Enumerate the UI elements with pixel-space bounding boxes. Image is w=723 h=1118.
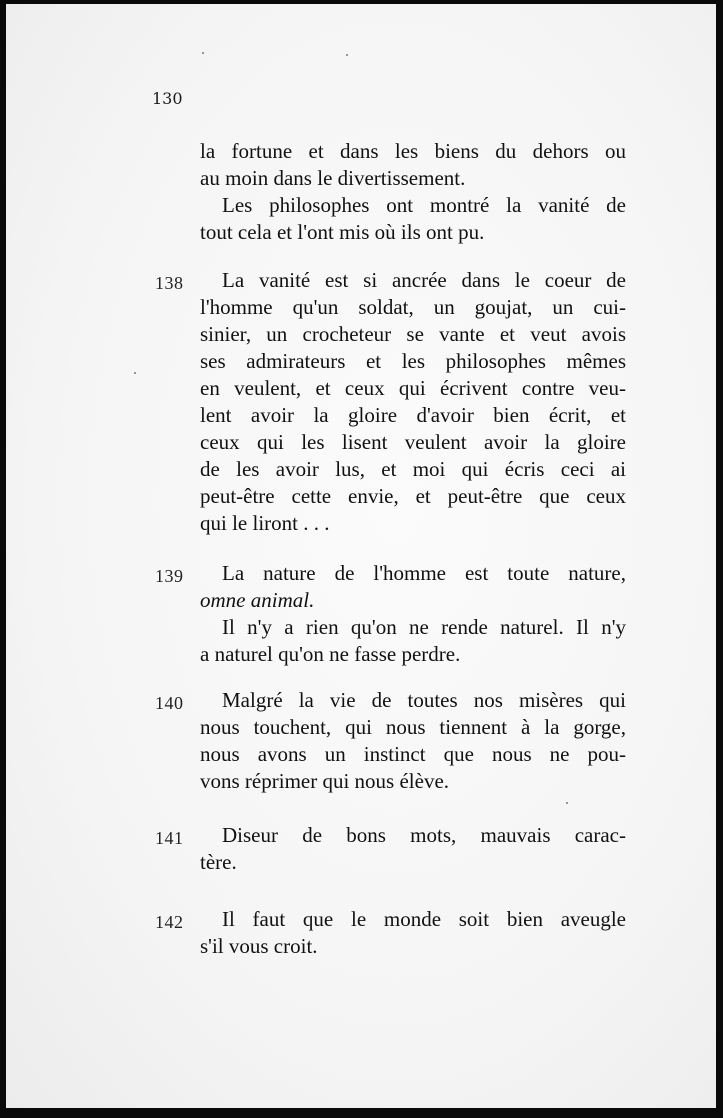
text-line: Malgré la vie de toutes nos misères qui (222, 688, 626, 712)
fragment-number: 142 (155, 912, 184, 932)
paper-speck (566, 802, 568, 804)
page-number: 130 (152, 89, 183, 108)
text-line: sinier, un crocheteur se vante et veut avois (200, 322, 626, 346)
fragment-142-text (200, 906, 626, 960)
paper-speck (346, 54, 348, 56)
text-line: La vanité est si ancrée dans le coeur de (222, 268, 626, 292)
paper-speck (134, 372, 136, 374)
text-line: Les philosophes ont montré la vanité de (222, 193, 626, 217)
text-line: tère. (200, 850, 237, 874)
fragment-141-text (200, 822, 626, 876)
fragment-138-text (200, 267, 626, 537)
paper-speck (202, 52, 204, 54)
text-line: la fortune et dans les biens du dehors ou (200, 139, 626, 163)
text-line: au moin dans le divertissement. (200, 166, 466, 190)
fragment-number: 140 (155, 693, 184, 713)
fragment-number: 138 (155, 273, 184, 293)
fragment-139-text (200, 560, 626, 668)
fragment-140-text (200, 687, 626, 795)
text-line: s'il vous croit. (200, 934, 318, 958)
text-line: ses admirateurs et les philosophes mêmes (200, 349, 626, 373)
text-line: omne animal. (200, 588, 315, 612)
text-line: de les avoir lus, et moi qui écris ceci ai (200, 457, 626, 481)
text-line: nous touchent, qui nous tiennent à la gorge, (200, 715, 626, 739)
fragment-number: 139 (155, 566, 184, 586)
text-line: nous avons un instinct que nous ne pou- (200, 742, 626, 766)
text-line: a naturel qu'on ne fasse perdre. (200, 642, 461, 666)
intro-paragraph (200, 138, 626, 246)
text-line: l'homme qu'un soldat, un goujat, un cui- (200, 295, 626, 319)
text-line: peut-être cette envie, et peut-être que ceux (200, 484, 626, 508)
text-line: lent avoir la gloire d'avoir bien écrit, et (200, 403, 626, 427)
fragment-number: 141 (155, 828, 184, 848)
text-line: qui le liront . . . (200, 511, 330, 535)
text-line: en veulent, et ceux qui écrivent contre veu- (200, 376, 626, 400)
text-line: ceux qui les lisent veulent avoir la gloire (200, 430, 626, 454)
text-line: Il faut que le monde soit bien aveugle (222, 907, 626, 931)
text-line: La nature de l'homme est toute nature, (222, 561, 626, 585)
text-line: vons réprimer qui nous élève. (200, 769, 450, 793)
text-line: Il n'y a rien qu'on ne rende naturel. Il n'y (222, 615, 626, 639)
text-line: Diseur de bons mots, mauvais carac- (222, 823, 626, 847)
text-line: tout cela et l'ont mis où ils ont pu. (200, 220, 485, 244)
